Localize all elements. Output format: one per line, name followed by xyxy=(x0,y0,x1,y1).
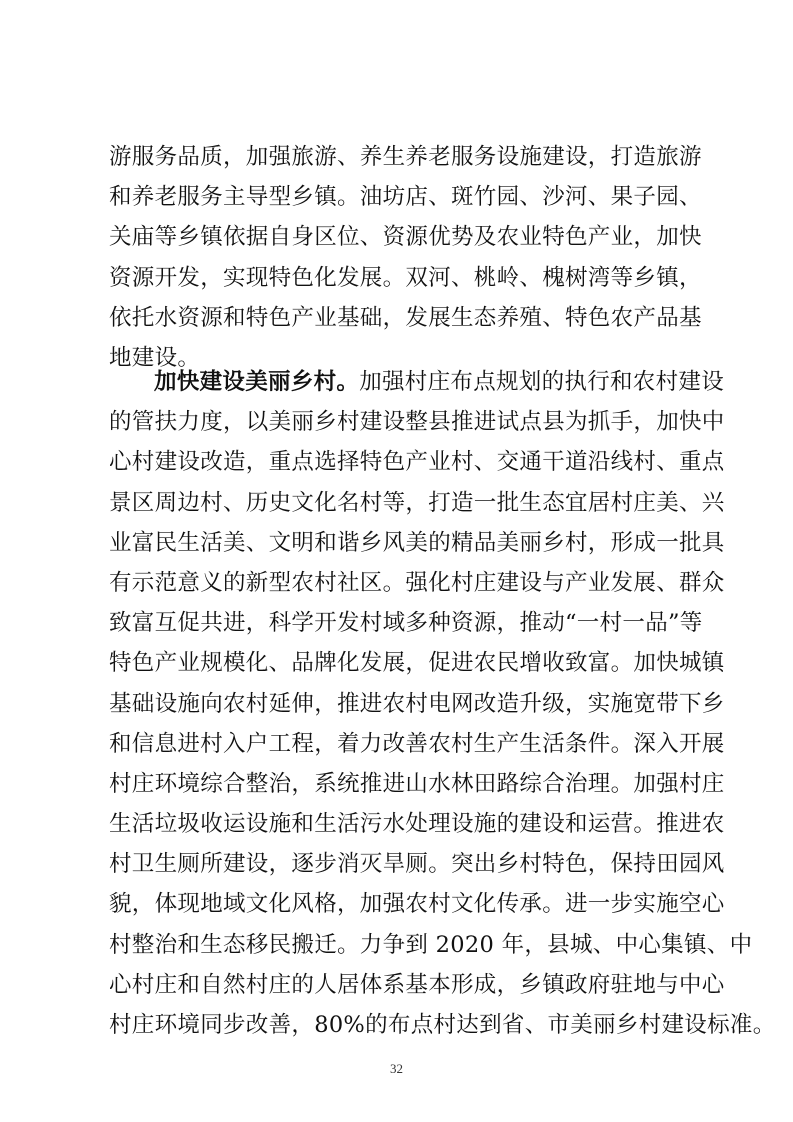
text-line: 心村庄和自然村庄的人居体系基本形成，乡镇政府驻地与中心 xyxy=(109,971,725,998)
paragraph-beautiful-villages xyxy=(109,362,776,1045)
text-line: 村庄环境同步改善，80%的布点村达到省、市美丽乡村建设标准。 xyxy=(109,1012,776,1038)
text-line: 村庄环境综合整治，系统推进山水林田路综合治理。加强村庄 xyxy=(109,770,725,797)
text-line: 生活垃圾收运设施和生活污水处理设施的建设和运营。推进农 xyxy=(109,811,725,838)
text-line: 村卫生厕所建设，逐步消灭旱厕。突出乡村特色，保持田园风 xyxy=(109,851,725,878)
text-line: 致富互促共进，科学开发村域多种资源，推动“一村一品”等 xyxy=(109,610,703,637)
paragraph-tourism-towns xyxy=(109,137,702,378)
text-line: 有示范意义的新型农村社区。强化村庄建设与产业发展、群众 xyxy=(109,569,725,596)
text-line: 业富民生活美、文明和谐乡风美的精品美丽乡村，形成一批具 xyxy=(109,529,725,556)
text-line: 貌，体现地域文化风格，加强农村文化传承。进一步实施空心 xyxy=(109,891,725,918)
text-line: 游服务品质，加强旅游、养生养老服务设施建设，打造旅游 xyxy=(109,144,702,170)
first-line-text: 加强村庄布点规划的执行和农村建设 xyxy=(359,369,725,395)
text-line: 资源开发，实现特色化发展。双河、桃岭、槐树湾等乡镇， xyxy=(109,264,702,291)
text-line: 和养老服务主导型乡镇。油坊店、斑竹园、沙河、果子园、 xyxy=(109,184,702,211)
text-line: 村整治和生态移民搬迁。力争到 2020 年，县城、中心集镇、中 xyxy=(109,931,753,958)
text-line: 的管扶力度，以美丽乡村建设整县推进试点县为抓手，加快中 xyxy=(109,409,725,436)
text-line: 景区周边村、历史文化名村等，打造一批生态宜居村庄美、兴 xyxy=(109,489,725,516)
paragraph-lead-heading: 加快建设美丽乡村。 xyxy=(154,369,360,395)
text-line: 基础设施向农村延伸，推进农村电网改造升级，实施宽带下乡 xyxy=(109,690,725,717)
text-line: 心村建设改造，重点选择特色产业村、交通干道沿线村、重点 xyxy=(109,449,725,476)
text-line: 依托水资源和特色产业基础，发展生态养殖、特色农产品基 xyxy=(109,304,702,331)
text-line-first xyxy=(109,362,725,402)
text-line: 特色产业规模化、品牌化发展，促进农民增收致富。加快城镇 xyxy=(109,650,725,677)
text-line: 地建设。 xyxy=(109,344,201,371)
text-line: 关庙等乡镇依据自身区位、资源优势及农业特色产业，加快 xyxy=(109,224,702,251)
page-number: 32 xyxy=(390,1061,403,1076)
text-line: 和信息进村入户工程，着力改善农村生产生活条件。深入开展 xyxy=(109,730,725,757)
